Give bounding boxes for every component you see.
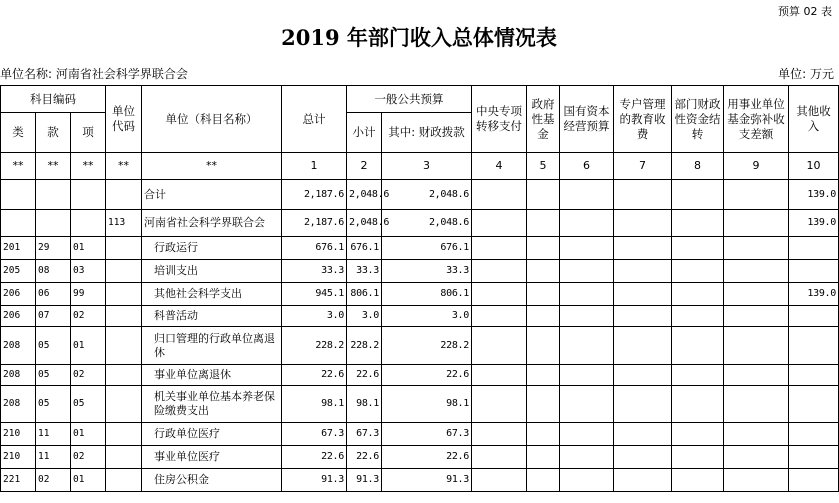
table-row: [1, 237, 839, 260]
cell-central-transfer: [472, 210, 527, 237]
cell-other-income: [789, 327, 839, 365]
header-fiscal-allocation: 其中: 财政拨款: [382, 113, 472, 153]
cell-central-transfer: [472, 423, 527, 446]
cell-unit-code: [106, 327, 142, 365]
cell-total: 2,187.6: [282, 180, 347, 210]
cell-state-capital: [560, 180, 614, 210]
cell-subtotal: 91.3: [347, 469, 382, 492]
cell-xiang: 01: [71, 423, 106, 446]
cell-other-income: [789, 446, 839, 469]
cell-subtotal: 2,048.6: [347, 180, 382, 210]
cell-fiscal-balance: [672, 306, 724, 327]
cell-edu-fee: [614, 180, 672, 210]
header-subtotal: 小计: [347, 113, 382, 153]
column-number: 10: [789, 153, 839, 180]
cell-kuan: 11: [36, 446, 71, 469]
cell-edu-fee: [614, 327, 672, 365]
cell-unit-code: 113: [106, 210, 142, 237]
cell-public-unit-fund: [724, 365, 789, 386]
cell-other-income: [789, 423, 839, 446]
cell-fiscal-balance: [672, 283, 724, 306]
header-central-transfer: 中央专项转移支付: [472, 86, 527, 153]
cell-unit-code: [106, 423, 142, 446]
cell-state-capital: [560, 237, 614, 260]
cell-lei: [1, 180, 36, 210]
cell-fiscal-balance: [672, 260, 724, 283]
cell-fiscal-allocation: 2,048.6: [382, 180, 472, 210]
table-row: [1, 386, 839, 423]
cell-total: 22.6: [282, 365, 347, 386]
cell-unit-code: [106, 260, 142, 283]
cell-public-unit-fund: [724, 446, 789, 469]
cell-lei: [1, 210, 36, 237]
cell-fiscal-allocation: 33.3: [382, 260, 472, 283]
cell-unit-code: [106, 306, 142, 327]
cell-fiscal-balance: [672, 210, 724, 237]
cell-edu-fee: [614, 283, 672, 306]
column-number: 3: [382, 153, 472, 180]
cell-lei: 205: [1, 260, 36, 283]
cell-fiscal-balance: [672, 237, 724, 260]
cell-kuan: [36, 180, 71, 210]
cell-fiscal-allocation: 806.1: [382, 283, 472, 306]
cell-xiang: 02: [71, 365, 106, 386]
table-row: [1, 423, 839, 446]
header-xiang: 项: [71, 113, 106, 153]
cell-edu-fee: [614, 237, 672, 260]
column-number: 6: [560, 153, 614, 180]
cell-name: 河南省社会科学界联合会: [142, 210, 282, 237]
table-row: [1, 446, 839, 469]
cell-gov-fund: [527, 283, 560, 306]
cell-lei: 210: [1, 423, 36, 446]
column-number: 9: [724, 153, 789, 180]
cell-lei: 210: [1, 446, 36, 469]
cell-state-capital: [560, 469, 614, 492]
cell-unit-code: [106, 180, 142, 210]
header-kuan: 款: [36, 113, 71, 153]
cell-central-transfer: [472, 260, 527, 283]
cell-public-unit-fund: [724, 423, 789, 446]
cell-unit-code: [106, 386, 142, 423]
cell-gov-fund: [527, 306, 560, 327]
cell-kuan: 06: [36, 283, 71, 306]
form-code: 预算 02 表: [778, 5, 832, 18]
cell-state-capital: [560, 446, 614, 469]
cell-lei: 206: [1, 283, 36, 306]
column-number: 5: [527, 153, 560, 180]
cell-subtotal: 33.3: [347, 260, 382, 283]
cell-fiscal-balance: [672, 180, 724, 210]
cell-gov-fund: [527, 327, 560, 365]
cell-name: 培训支出: [142, 260, 282, 283]
cell-unit-code: [106, 283, 142, 306]
cell-state-capital: [560, 283, 614, 306]
cell-kuan: 05: [36, 327, 71, 365]
cell-fiscal-allocation: 22.6: [382, 446, 472, 469]
marker-cell: **: [106, 153, 142, 180]
cell-public-unit-fund: [724, 283, 789, 306]
cell-state-capital: [560, 423, 614, 446]
cell-edu-fee: [614, 306, 672, 327]
header-edu-fee: 专户管理的教育收费: [614, 86, 672, 153]
cell-edu-fee: [614, 210, 672, 237]
cell-name: 事业单位离退休: [142, 365, 282, 386]
cell-unit-code: [106, 237, 142, 260]
cell-state-capital: [560, 260, 614, 283]
cell-gov-fund: [527, 237, 560, 260]
cell-total: 22.6: [282, 446, 347, 469]
cell-central-transfer: [472, 283, 527, 306]
cell-other-income: 139.0: [789, 180, 839, 210]
cell-xiang: 01: [71, 469, 106, 492]
cell-xiang: 02: [71, 446, 106, 469]
cell-name: 归口管理的行政单位离退休: [142, 327, 282, 365]
cell-total: 945.1: [282, 283, 347, 306]
marker-cell: **: [142, 153, 282, 180]
cell-edu-fee: [614, 386, 672, 423]
cell-fiscal-allocation: 91.3: [382, 469, 472, 492]
cell-total: 2,187.6: [282, 210, 347, 237]
cell-public-unit-fund: [724, 180, 789, 210]
cell-xiang: 05: [71, 386, 106, 423]
cell-public-unit-fund: [724, 469, 789, 492]
cell-central-transfer: [472, 386, 527, 423]
cell-xiang: 99: [71, 283, 106, 306]
header-fiscal-balance: 部门财政性资金结转: [672, 86, 724, 153]
cell-subtotal: 98.1: [347, 386, 382, 423]
header-lei: 类: [1, 113, 36, 153]
cell-xiang: [71, 210, 106, 237]
cell-other-income: [789, 237, 839, 260]
cell-name: 住房公积金: [142, 469, 282, 492]
cell-central-transfer: [472, 327, 527, 365]
cell-other-income: [789, 260, 839, 283]
cell-total: 98.1: [282, 386, 347, 423]
cell-state-capital: [560, 210, 614, 237]
cell-xiang: 01: [71, 327, 106, 365]
header-unit-subject-name: 单位（科目名称）: [142, 86, 282, 153]
cell-lei: 201: [1, 237, 36, 260]
currency-unit-label: 单位: 万元: [778, 67, 834, 81]
cell-fiscal-allocation: 2,048.6: [382, 210, 472, 237]
column-number: 8: [672, 153, 724, 180]
cell-other-income: 139.0: [789, 210, 839, 237]
cell-state-capital: [560, 386, 614, 423]
column-number: 2: [347, 153, 382, 180]
table-row: [1, 469, 839, 492]
cell-public-unit-fund: [724, 327, 789, 365]
cell-central-transfer: [472, 365, 527, 386]
header-state-capital: 国有资本经营预算: [560, 86, 614, 153]
cell-gov-fund: [527, 469, 560, 492]
cell-subtotal: 2,048.6: [347, 210, 382, 237]
cell-edu-fee: [614, 365, 672, 386]
table-row: [1, 180, 839, 210]
cell-unit-code: [106, 365, 142, 386]
cell-central-transfer: [472, 446, 527, 469]
cell-fiscal-allocation: 228.2: [382, 327, 472, 365]
table-row: [1, 210, 839, 237]
cell-xiang: 01: [71, 237, 106, 260]
cell-other-income: [789, 469, 839, 492]
cell-gov-fund: [527, 423, 560, 446]
cell-fiscal-balance: [672, 386, 724, 423]
cell-name: 事业单位医疗: [142, 446, 282, 469]
cell-name: 科普活动: [142, 306, 282, 327]
cell-public-unit-fund: [724, 306, 789, 327]
cell-fiscal-allocation: 3.0: [382, 306, 472, 327]
table-row: [1, 283, 839, 306]
marker-cell: **: [1, 153, 36, 180]
cell-unit-code: [106, 446, 142, 469]
unit-name-label: 单位名称: 河南省社会科学界联合会: [0, 67, 188, 81]
header-subject-code: 科目编码: [1, 86, 106, 113]
marker-cell: **: [36, 153, 71, 180]
cell-public-unit-fund: [724, 386, 789, 423]
cell-total: 91.3: [282, 469, 347, 492]
cell-name: 行政单位医疗: [142, 423, 282, 446]
cell-gov-fund: [527, 386, 560, 423]
cell-lei: 206: [1, 306, 36, 327]
report-title: 2019 年部门收入总体情况表: [281, 25, 557, 50]
table-row: [1, 260, 839, 283]
cell-unit-code: [106, 469, 142, 492]
column-number: 7: [614, 153, 672, 180]
cell-state-capital: [560, 327, 614, 365]
cell-subtotal: 67.3: [347, 423, 382, 446]
cell-edu-fee: [614, 260, 672, 283]
income-table: [0, 85, 839, 492]
cell-name: 行政运行: [142, 237, 282, 260]
cell-edu-fee: [614, 469, 672, 492]
cell-fiscal-balance: [672, 365, 724, 386]
header-gov-fund: 政府性基金: [527, 86, 560, 153]
cell-fiscal-balance: [672, 446, 724, 469]
cell-other-income: [789, 365, 839, 386]
column-number: 1: [282, 153, 347, 180]
cell-kuan: 29: [36, 237, 71, 260]
cell-subtotal: 806.1: [347, 283, 382, 306]
cell-subtotal: 3.0: [347, 306, 382, 327]
header-other-income: 其他收入: [789, 86, 839, 153]
header-total: 总计: [282, 86, 347, 153]
header-public-unit-fund: 用事业单位基金弥补收支差额: [724, 86, 789, 153]
cell-name: 合计: [142, 180, 282, 210]
cell-other-income: [789, 386, 839, 423]
cell-fiscal-allocation: 67.3: [382, 423, 472, 446]
cell-name: 机关事业单位基本养老保险缴费支出: [142, 386, 282, 423]
cell-central-transfer: [472, 180, 527, 210]
cell-kuan: 07: [36, 306, 71, 327]
cell-kuan: 02: [36, 469, 71, 492]
cell-fiscal-balance: [672, 423, 724, 446]
cell-central-transfer: [472, 306, 527, 327]
cell-xiang: [71, 180, 106, 210]
cell-lei: 208: [1, 327, 36, 365]
cell-subtotal: 228.2: [347, 327, 382, 365]
cell-total: 676.1: [282, 237, 347, 260]
cell-xiang: 02: [71, 306, 106, 327]
cell-total: 67.3: [282, 423, 347, 446]
cell-fiscal-allocation: 22.6: [382, 365, 472, 386]
cell-total: 3.0: [282, 306, 347, 327]
cell-fiscal-allocation: 676.1: [382, 237, 472, 260]
cell-name: 其他社会科学支出: [142, 283, 282, 306]
cell-state-capital: [560, 306, 614, 327]
cell-edu-fee: [614, 423, 672, 446]
cell-other-income: 139.0: [789, 283, 839, 306]
cell-gov-fund: [527, 180, 560, 210]
cell-public-unit-fund: [724, 260, 789, 283]
cell-total: 33.3: [282, 260, 347, 283]
header-unit-code: 单位代码: [106, 86, 142, 153]
cell-public-unit-fund: [724, 237, 789, 260]
cell-gov-fund: [527, 446, 560, 469]
cell-kuan: 08: [36, 260, 71, 283]
cell-lei: 208: [1, 386, 36, 423]
cell-kuan: 05: [36, 386, 71, 423]
cell-subtotal: 22.6: [347, 446, 382, 469]
cell-central-transfer: [472, 469, 527, 492]
cell-central-transfer: [472, 237, 527, 260]
cell-edu-fee: [614, 446, 672, 469]
cell-xiang: 03: [71, 260, 106, 283]
cell-gov-fund: [527, 260, 560, 283]
cell-fiscal-balance: [672, 469, 724, 492]
table-row: [1, 306, 839, 327]
cell-lei: 208: [1, 365, 36, 386]
cell-subtotal: 676.1: [347, 237, 382, 260]
cell-kuan: 05: [36, 365, 71, 386]
cell-gov-fund: [527, 365, 560, 386]
cell-total: 228.2: [282, 327, 347, 365]
column-number: 4: [472, 153, 527, 180]
cell-state-capital: [560, 365, 614, 386]
cell-gov-fund: [527, 210, 560, 237]
cell-kuan: 11: [36, 423, 71, 446]
cell-fiscal-balance: [672, 327, 724, 365]
cell-subtotal: 22.6: [347, 365, 382, 386]
cell-public-unit-fund: [724, 210, 789, 237]
cell-kuan: [36, 210, 71, 237]
header-general-budget: 一般公共预算: [347, 86, 472, 113]
marker-cell: **: [71, 153, 106, 180]
table-row: [1, 327, 839, 365]
cell-other-income: [789, 306, 839, 327]
cell-fiscal-allocation: 98.1: [382, 386, 472, 423]
cell-lei: 221: [1, 469, 36, 492]
table-row: [1, 365, 839, 386]
